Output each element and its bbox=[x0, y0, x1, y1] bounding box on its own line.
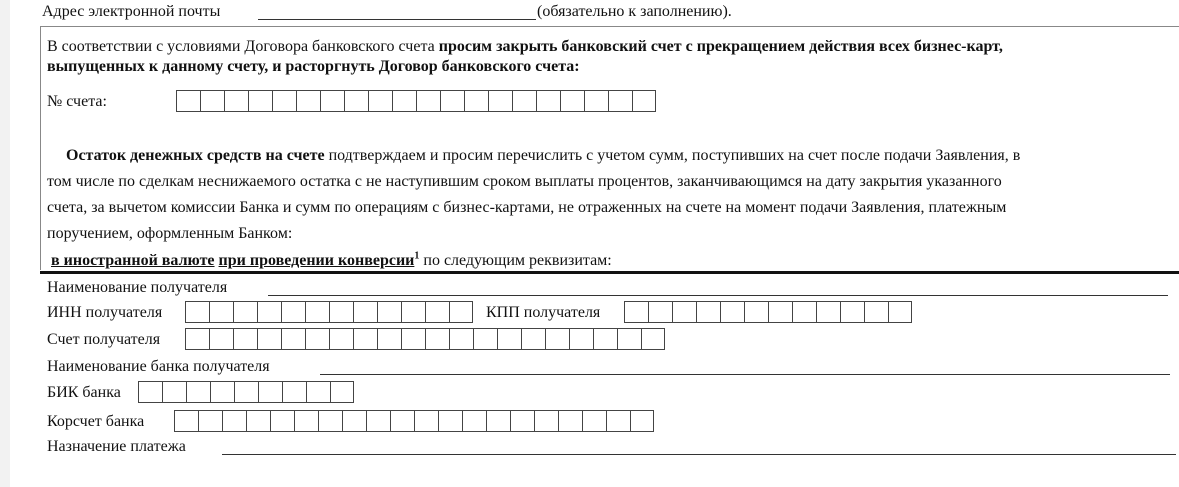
digit-cell[interactable] bbox=[305, 328, 329, 350]
kpp-label: КПП получателя bbox=[486, 304, 601, 321]
digit-cell[interactable] bbox=[416, 90, 440, 112]
digit-cell[interactable] bbox=[630, 410, 654, 432]
digit-cell[interactable] bbox=[617, 328, 641, 350]
digit-cell[interactable] bbox=[248, 90, 272, 112]
digit-cell[interactable] bbox=[720, 301, 744, 323]
digit-cell[interactable] bbox=[222, 410, 246, 432]
digit-cell[interactable] bbox=[401, 328, 425, 350]
conversion-rest: по следующим реквизитам: bbox=[423, 252, 612, 269]
digit-cell[interactable] bbox=[744, 301, 768, 323]
request-intro: В соответствии с условиями Договора банковского счета bbox=[47, 38, 435, 55]
digit-cell[interactable] bbox=[138, 381, 162, 403]
balance-line-3: счета, за вычетом комиссии Банка и сумм по операциям с бизнес-картами, не отраженных на счете на момент подачи Заявления, платежным bbox=[47, 199, 1007, 216]
digit-cell[interactable] bbox=[425, 328, 449, 350]
digit-cell[interactable] bbox=[497, 328, 521, 350]
digit-cell[interactable] bbox=[792, 301, 816, 323]
digit-cell[interactable] bbox=[521, 328, 545, 350]
digit-cell[interactable] bbox=[464, 90, 488, 112]
digit-cell[interactable] bbox=[353, 328, 377, 350]
digit-cell[interactable] bbox=[512, 90, 536, 112]
digit-cell[interactable] bbox=[536, 90, 560, 112]
digit-cell[interactable] bbox=[632, 90, 656, 112]
digit-cell[interactable] bbox=[816, 301, 840, 323]
digit-cell[interactable] bbox=[257, 328, 281, 350]
digit-cell[interactable] bbox=[438, 410, 462, 432]
digit-cell[interactable] bbox=[257, 301, 281, 323]
account-number-cells[interactable] bbox=[176, 90, 656, 112]
digit-cell[interactable] bbox=[584, 90, 608, 112]
request-bold-1: просим закрыть банковский счет с прекращением действия всех бизнес-карт, bbox=[438, 38, 1003, 55]
digit-cell[interactable] bbox=[210, 381, 234, 403]
digit-cell[interactable] bbox=[318, 410, 342, 432]
digit-cell[interactable] bbox=[200, 90, 224, 112]
digit-cell[interactable] bbox=[390, 410, 414, 432]
digit-cell[interactable] bbox=[344, 90, 368, 112]
email-required-note: (обязательно к заполнению). bbox=[537, 3, 732, 20]
digit-cell[interactable] bbox=[488, 90, 512, 112]
bank-name-field[interactable] bbox=[320, 374, 1170, 375]
balance-bold-start: Остаток денежных средств на счете bbox=[66, 147, 325, 164]
digit-cell[interactable] bbox=[224, 90, 248, 112]
recipient-name-field[interactable] bbox=[268, 295, 1168, 296]
bik-cells[interactable] bbox=[138, 381, 354, 403]
digit-cell[interactable] bbox=[296, 90, 320, 112]
conversion-with-exchange: при проведении конверсии bbox=[218, 252, 415, 269]
digit-cell[interactable] bbox=[449, 328, 473, 350]
corr-account-label: Корсчет банка bbox=[47, 413, 145, 430]
digit-cell[interactable] bbox=[606, 410, 630, 432]
digit-cell[interactable] bbox=[888, 301, 912, 323]
digit-cell[interactable] bbox=[425, 301, 449, 323]
digit-cell[interactable] bbox=[209, 301, 233, 323]
recipient-account-label: Счет получателя bbox=[47, 331, 161, 348]
digit-cell[interactable] bbox=[366, 410, 390, 432]
recipient-name-label: Наименование получателя bbox=[47, 279, 228, 296]
digit-cell[interactable] bbox=[258, 381, 282, 403]
digit-cell[interactable] bbox=[198, 410, 222, 432]
digit-cell[interactable] bbox=[377, 328, 401, 350]
digit-cell[interactable] bbox=[401, 301, 425, 323]
digit-cell[interactable] bbox=[320, 90, 344, 112]
digit-cell[interactable] bbox=[330, 381, 354, 403]
digit-cell[interactable] bbox=[272, 90, 296, 112]
digit-cell[interactable] bbox=[282, 381, 306, 403]
balance-line-1-rest: подтверждаем и просим перечислить с учетом сумм, поступивших на счет после подачи Заявления, в bbox=[328, 147, 1021, 164]
corr-account-cells[interactable] bbox=[174, 410, 654, 432]
digit-cell[interactable] bbox=[368, 90, 392, 112]
kpp-cells[interactable] bbox=[624, 301, 912, 323]
digit-cell[interactable] bbox=[534, 410, 558, 432]
payment-purpose-field[interactable] bbox=[222, 454, 1176, 455]
digit-cell[interactable] bbox=[440, 90, 464, 112]
recipient-account-cells[interactable] bbox=[185, 328, 665, 350]
email-label: Адрес электронной почты bbox=[42, 3, 221, 20]
digit-cell[interactable] bbox=[305, 301, 329, 323]
balance-line-4: поручением, оформленным Банком: bbox=[47, 225, 293, 242]
request-bold-2: выпущенных к данному счету, и расторгнуть Договор банковского счета: bbox=[47, 58, 580, 75]
balance-line-2: том числе по сделкам неснижаемого остатка с не наступившим сроком выплаты процентов, заканчивающимся на дату закрытия указанного bbox=[47, 173, 1002, 190]
digit-cell[interactable] bbox=[840, 301, 864, 323]
digit-cell[interactable] bbox=[569, 328, 593, 350]
digit-cell[interactable] bbox=[392, 90, 416, 112]
inn-cells[interactable] bbox=[185, 301, 473, 323]
digit-cell[interactable] bbox=[377, 301, 401, 323]
digit-cell[interactable] bbox=[186, 381, 210, 403]
digit-cell[interactable] bbox=[281, 328, 305, 350]
request-line-1 bbox=[47, 37, 1003, 57]
account-label: № счета: bbox=[47, 93, 107, 110]
digit-cell[interactable] bbox=[624, 301, 648, 323]
digit-cell[interactable] bbox=[768, 301, 792, 323]
digit-cell[interactable] bbox=[176, 90, 200, 112]
digit-cell[interactable] bbox=[462, 410, 486, 432]
digit-cell[interactable] bbox=[510, 410, 534, 432]
bank-name-label: Наименование банка получателя bbox=[47, 358, 270, 375]
bik-label: БИК банка bbox=[47, 384, 121, 401]
digit-cell[interactable] bbox=[582, 410, 606, 432]
digit-cell[interactable] bbox=[353, 301, 377, 323]
digit-cell[interactable] bbox=[185, 301, 209, 323]
form-page bbox=[10, 0, 1179, 487]
section-divider bbox=[40, 271, 1179, 274]
digit-cell[interactable] bbox=[294, 410, 318, 432]
digit-cell[interactable] bbox=[648, 301, 672, 323]
digit-cell[interactable] bbox=[864, 301, 888, 323]
conversion-line bbox=[51, 251, 612, 271]
payment-purpose-label: Назначение платежа bbox=[47, 438, 186, 455]
digit-cell[interactable] bbox=[608, 90, 632, 112]
inn-label: ИНН получателя bbox=[47, 304, 163, 321]
conversion-foreign-currency: в иностранной валюте bbox=[51, 252, 215, 269]
digit-cell[interactable] bbox=[233, 328, 257, 350]
digit-cell[interactable] bbox=[414, 410, 438, 432]
digit-cell[interactable] bbox=[185, 328, 209, 350]
digit-cell[interactable] bbox=[558, 410, 582, 432]
digit-cell[interactable] bbox=[593, 328, 617, 350]
digit-cell[interactable] bbox=[342, 410, 366, 432]
digit-cell[interactable] bbox=[329, 328, 353, 350]
digit-cell[interactable] bbox=[234, 381, 258, 403]
digit-cell[interactable] bbox=[545, 328, 569, 350]
digit-cell[interactable] bbox=[473, 328, 497, 350]
digit-cell[interactable] bbox=[449, 301, 473, 323]
digit-cell[interactable] bbox=[560, 90, 584, 112]
digit-cell[interactable] bbox=[306, 381, 330, 403]
digit-cell[interactable] bbox=[329, 301, 353, 323]
digit-cell[interactable] bbox=[281, 301, 305, 323]
digit-cell[interactable] bbox=[246, 410, 270, 432]
digit-cell[interactable] bbox=[696, 301, 720, 323]
digit-cell[interactable] bbox=[486, 410, 510, 432]
digit-cell[interactable] bbox=[174, 410, 198, 432]
digit-cell[interactable] bbox=[162, 381, 186, 403]
digit-cell[interactable] bbox=[209, 328, 233, 350]
balance-line-1 bbox=[66, 143, 1020, 169]
footnote-marker: 1 bbox=[414, 250, 420, 262]
digit-cell[interactable] bbox=[672, 301, 696, 323]
digit-cell[interactable] bbox=[270, 410, 294, 432]
digit-cell[interactable] bbox=[233, 301, 257, 323]
email-field[interactable] bbox=[258, 19, 536, 20]
digit-cell[interactable] bbox=[641, 328, 665, 350]
